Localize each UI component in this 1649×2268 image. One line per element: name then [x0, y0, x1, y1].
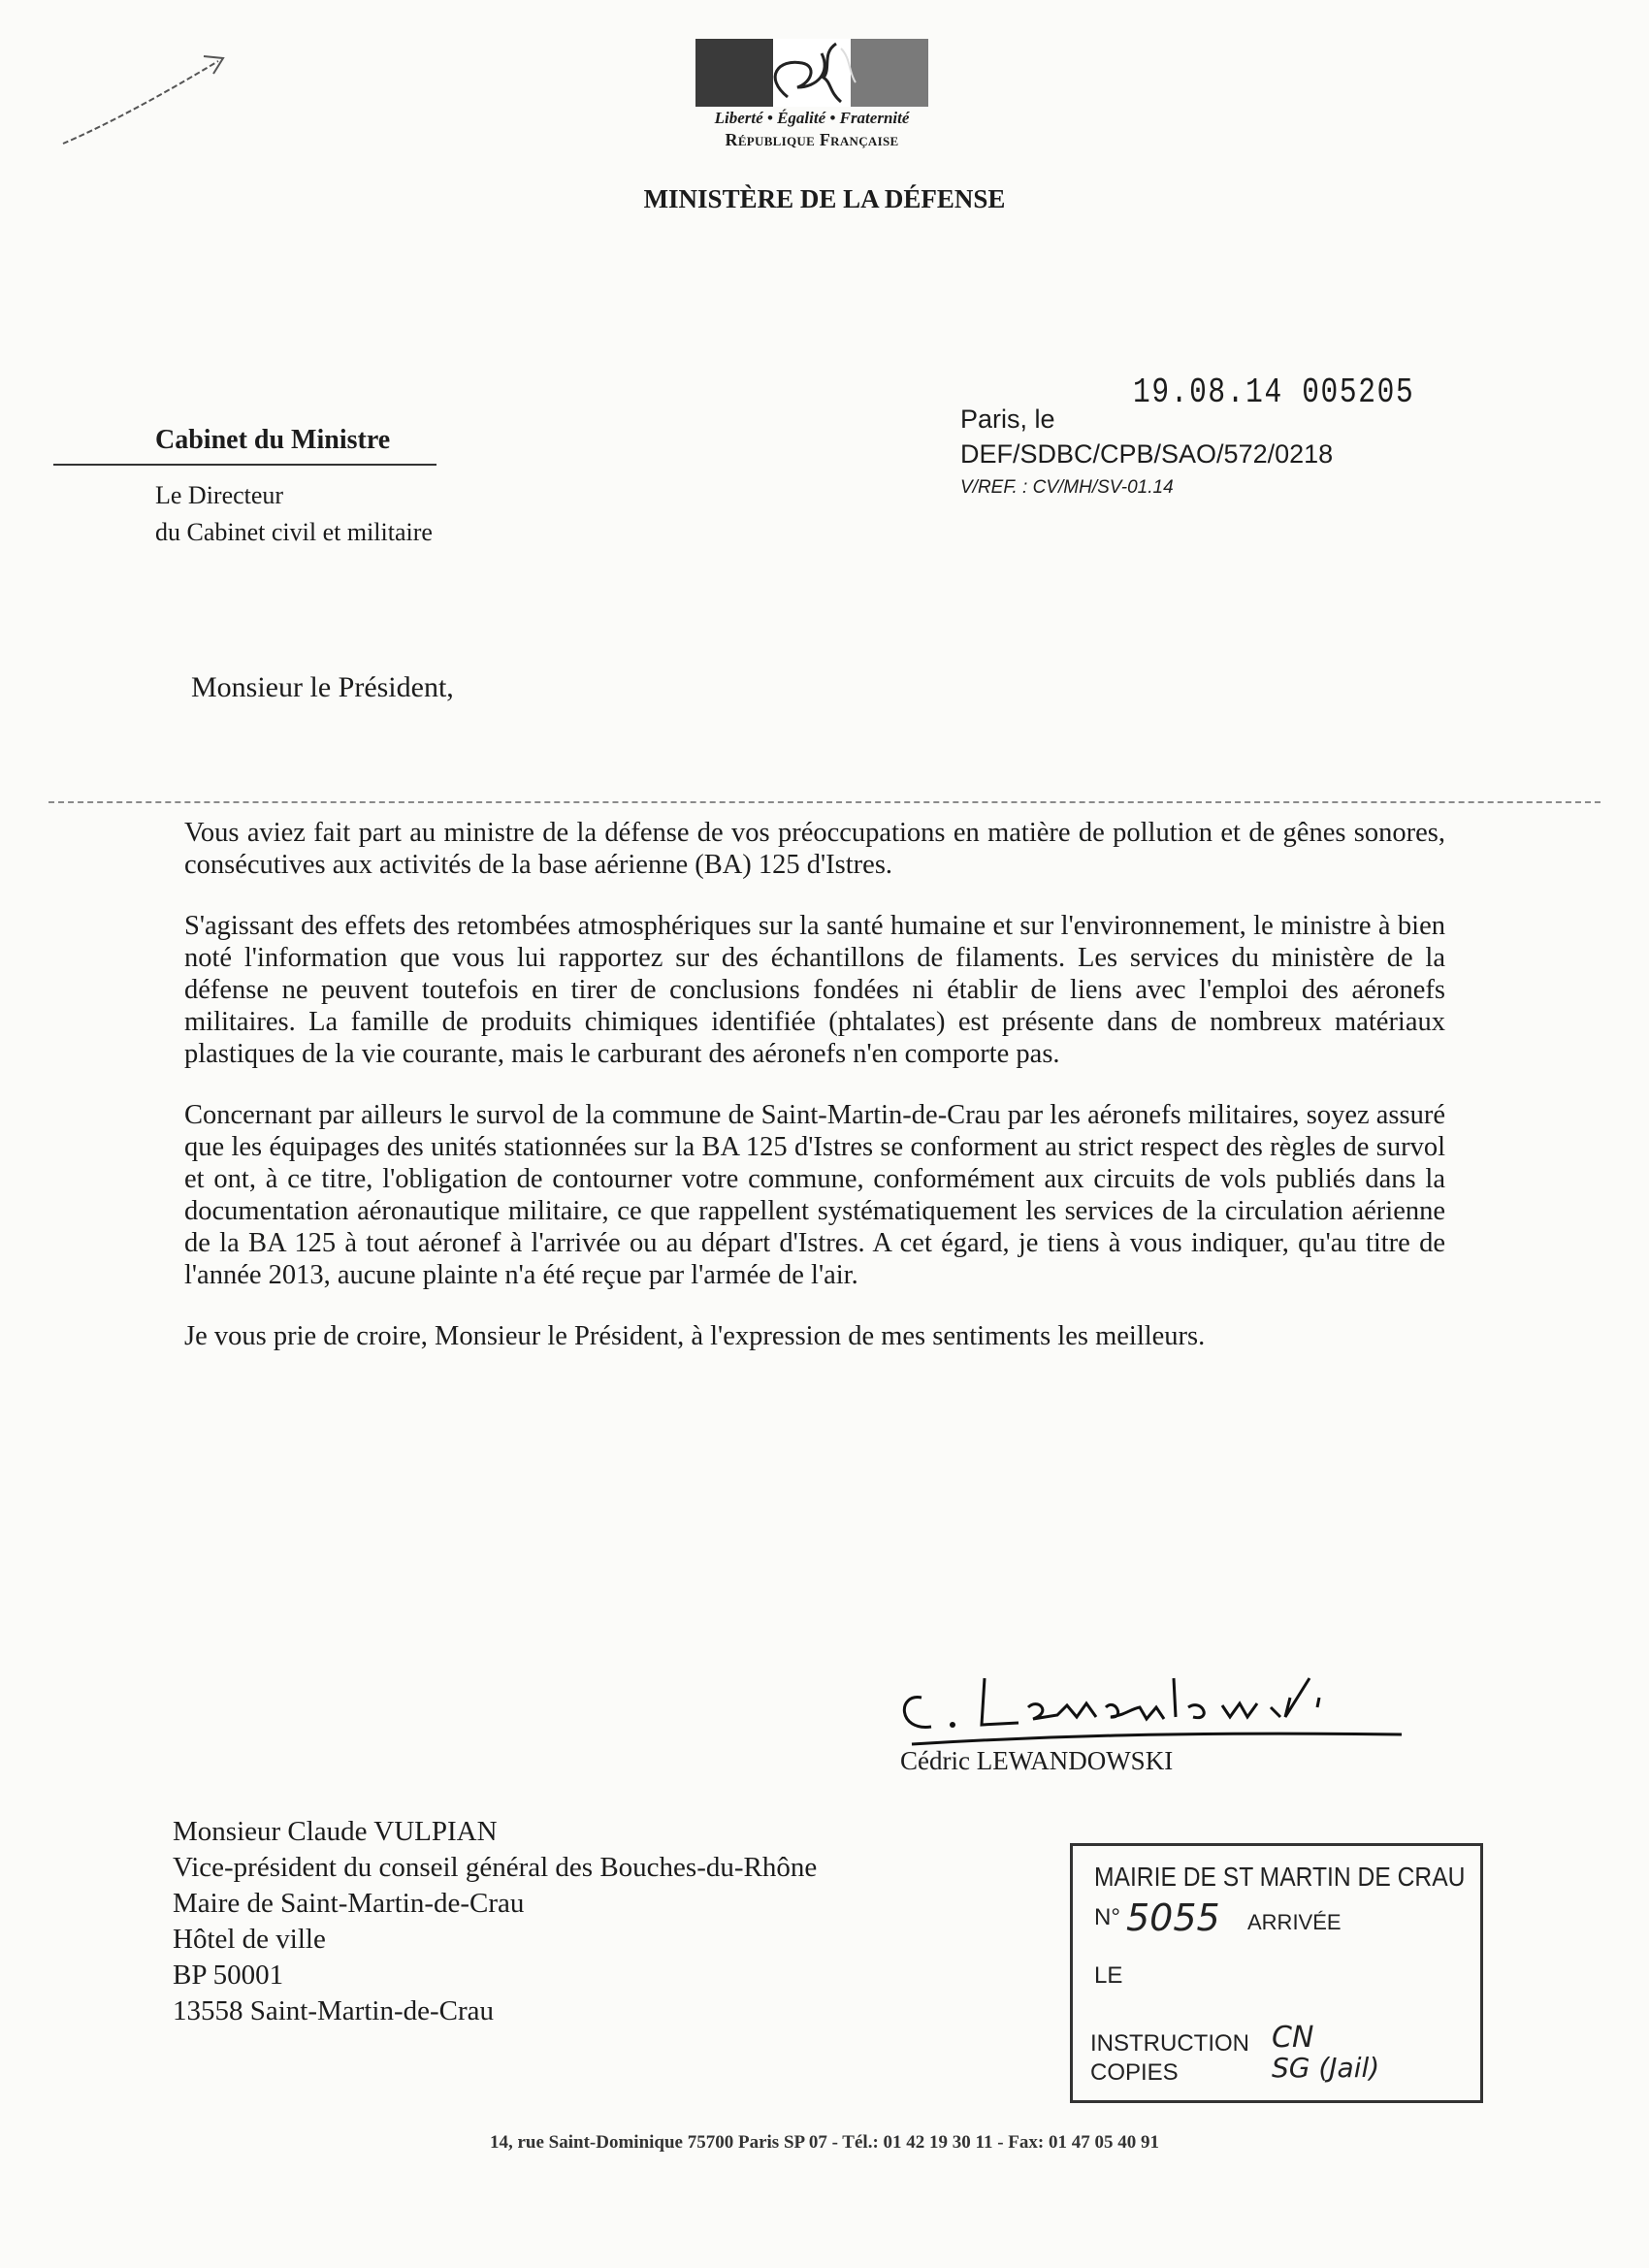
address-line: BP 50001	[173, 1960, 284, 1991]
signer-name: Cédric LEWANDOWSKI	[900, 1746, 1174, 1775]
address-line: Maire de Saint-Martin-de-Crau	[173, 1888, 525, 1919]
republic-name: République Française	[725, 130, 899, 149]
sender-office: Cabinet du Ministre	[155, 425, 391, 455]
footer-address: 14, rue Saint-Dominique 75700 Paris SP 07 - Tél.: 01 42 19 30 11 - Fax: 01 47 05 40 91	[490, 2132, 1159, 2153]
stamp-date-label: LE	[1094, 1962, 1123, 1989]
your-reference: V/REF. : CV/MH/SV-01.14	[960, 477, 1174, 498]
motto: Liberté • Égalité • Fraternité	[714, 109, 910, 127]
scan-artifact-mark	[58, 47, 233, 153]
sender-title	[155, 477, 433, 551]
stamp-number-value: 5055	[1126, 1896, 1220, 1939]
date-block	[960, 376, 1333, 471]
stamp-copies-label: COPIES	[1090, 2059, 1179, 2086]
address-line: Hôtel de ville	[173, 1924, 326, 1955]
sender-divider	[53, 464, 436, 466]
paragraph: Concernant par ailleurs le survol de la commune de Saint-Martin-de-Crau par les aéronefs militaires, soyez assuré que les équipages des unités stationnées sur la BA 125 d'Istres se conforment au strict respect des règles de survol et ont, à ce titre, l'obligation de contourner votre commune, conformément aux circuits de vols publiés dans la documentation aéronautique militaire, ce que rappellent systématiquement les services de la circulation aérienne de la BA 125 à tout aéronef à l'arrivée ou au départ d'Istres. A cet égard, je tiens à vous indiquer, qu'au titre de l'année 2013, aucune plainte n'a été reçue par l'armée de l'air.	[184, 1100, 1445, 1290]
address-line: Vice-président du conseil général des Bouches-du-Rhône	[173, 1852, 818, 1883]
sender-title-line2: du Cabinet civil et militaire	[155, 518, 433, 546]
republic-logo	[691, 39, 933, 150]
ministry-title: MINISTÈRE DE LA DÉFENSE	[643, 184, 1006, 213]
address-line: Monsieur Claude VULPIAN	[173, 1816, 498, 1847]
fold-line	[48, 801, 1600, 803]
stamp-number-label: N°	[1094, 1904, 1120, 1930]
arrival-stamp	[1070, 1843, 1483, 2103]
paragraph: Vous aviez fait part au ministre de la défense de vos préoccupations en matière de pollution et de gênes sonores, consécutives aux activités de la base aérienne (BA) 125 d'Istres.	[184, 818, 1445, 880]
sender-title-line1: Le Directeur	[155, 481, 284, 509]
stamp-title: MAIRIE DE ST MARTIN DE CRAU	[1094, 1862, 1466, 1892]
recipient-address	[173, 1814, 817, 2029]
salutation: Monsieur le Président,	[191, 671, 454, 703]
paragraph: S'agissant des effets des retombées atmosphériques sur la santé humaine et sur l'environnement, le ministre à bien noté l'information que vous lui rapportez sur des échantillons de filaments. Les services du ministère de la défense ne peuvent toutefois en tirer de conclusions fondées ni établir de liens avec l'emploi des aéronefs militaires. La famille de produits chimiques identifiée (phtalates) est présente dans de nombreux matériaux plastiques de la vie courante, mais le carburant des aéronefs n'en comporte pas.	[184, 911, 1445, 1069]
address-line: 13558 Saint-Martin-de-Crau	[173, 1995, 495, 2026]
paragraph: Je vous prie de croire, Monsieur le Président, à l'expression de mes sentiments les meilleurs.	[184, 1321, 1206, 1351]
reference-number: DEF/SDBC/CPB/SAO/572/0218	[960, 439, 1334, 469]
registration-number: 19.08.14 005205	[1133, 373, 1415, 412]
stamp-arrival-label: ARRIVÉE	[1247, 1910, 1342, 1934]
handwritten-signature	[892, 1639, 1416, 1756]
date-place: Paris, le	[960, 405, 1055, 434]
stamp-copies-value: SG (Jail)	[1272, 2052, 1380, 2084]
stamp-instruction-label: INSTRUCTION	[1090, 2030, 1249, 2057]
letter-body	[184, 817, 1445, 1381]
marianne-emblem-icon	[695, 39, 928, 107]
stamp-instruction-value: CN	[1272, 2021, 1314, 2055]
